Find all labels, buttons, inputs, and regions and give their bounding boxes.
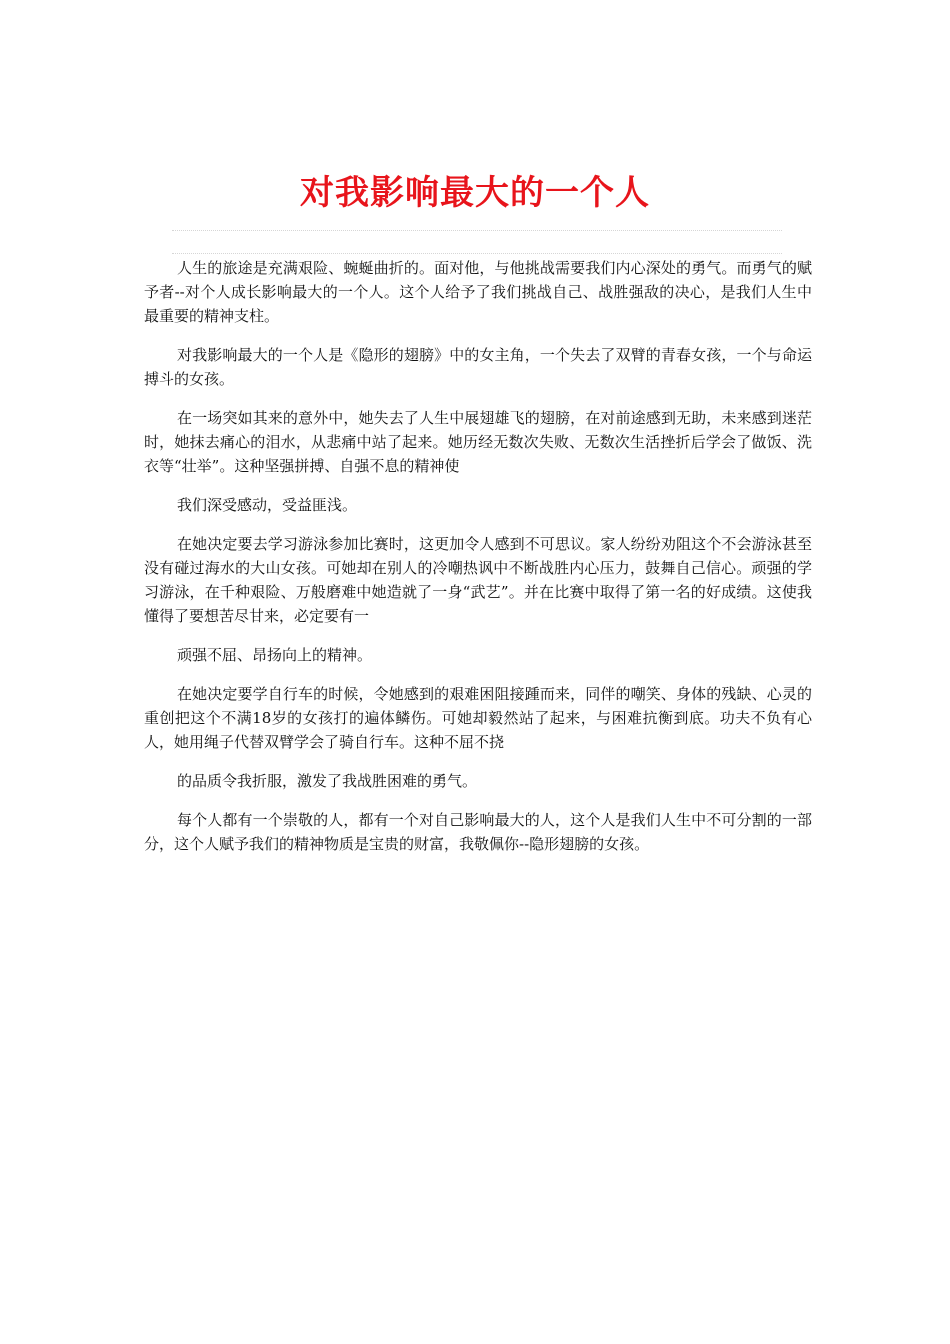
- paragraph: 的品质令我折服，激发了我战胜困难的勇气。: [177, 772, 478, 790]
- paragraph: 顽强不屈、昂扬向上的精神。: [177, 646, 373, 664]
- paragraph: 在她决定要去学习游泳参加比赛时，这更加令人感到不可思议。家人纷纷劝阻这个不会游泳甚至没有碰过海水的大山女孩。可她却在别人的冷嘲热讽中不断战胜内心压力，鼓舞自己信心。顽强的学习游泳，在千种艰险、万般磨难中她造就了一身“武艺”。并在比赛中取得了第一名的好成绩。这使我懂得了要想苦尽甘来，必定要有一: [144, 535, 812, 625]
- paragraph: 在一场突如其来的意外中，她失去了人生中展翅雄飞的翅膀，在对前途感到无助，未来感到迷茫时，她抹去痛心的泪水，从悲痛中站了起来。她历经无数次失败、无数次生活挫折后学会了做饭、洗衣等“壮举”。这种坚强拼搏、自强不息的精神使: [144, 409, 812, 475]
- paragraph: 我们深受感动，受益匪浅。: [177, 496, 358, 514]
- paragraph: 在她决定要学自行车的时候，令她感到的艰难困阻接踵而来，同伴的嘲笑、身体的残缺、心灵的重创把这个不满18岁的女孩打的遍体鳞伤。可她却毅然站了起来，与困难抗衡到底。功夫不负有心人，她用绳子代替双臂学会了骑自行车。这种不屈不挠: [144, 685, 812, 751]
- paragraph: 人生的旅途是充满艰险、蜿蜒曲折的。面对他，与他挑战需要我们内心深处的勇气。而勇气的赋予者--对个人成长影响最大的一个人。这个人给予了我们挑战自己、战胜强敌的决心，是我们人生中最重要的精神支柱。: [144, 259, 812, 325]
- paragraph: 对我影响最大的一个人是《隐形的翅膀》中的女主角，一个失去了双臂的青春女孩，一个与命运搏斗的女孩。: [144, 346, 812, 388]
- title-divider-lower: [172, 253, 782, 254]
- document-title: 对我影响最大的一个人: [300, 173, 650, 213]
- paragraph: 每个人都有一个崇敬的人，都有一个对自己影响最大的人，这个人是我们人生中不可分割的一部分，这个人赋予我们的精神物质是宝贵的财富，我敬佩你--隐形翅膀的女孩。: [144, 811, 812, 853]
- title-divider: [172, 230, 782, 231]
- document-body: [144, 256, 812, 871]
